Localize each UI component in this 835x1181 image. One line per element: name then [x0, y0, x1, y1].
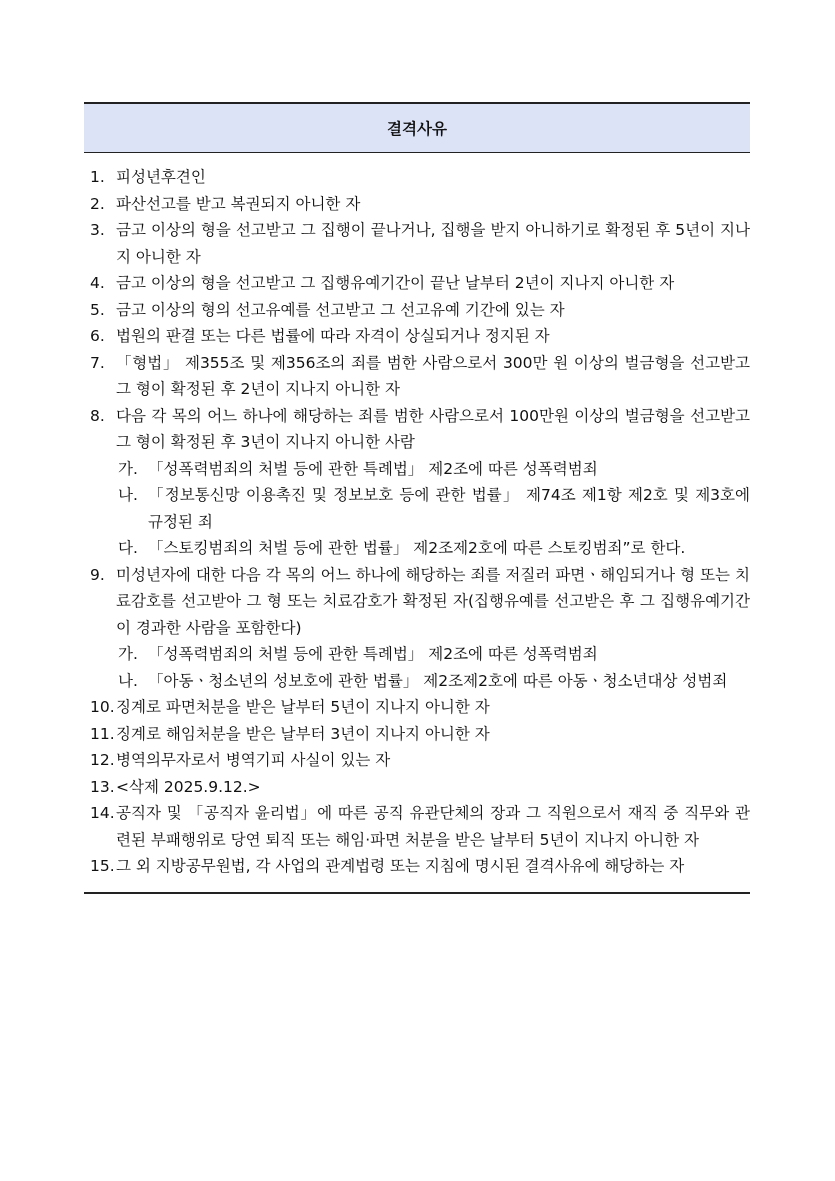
list-item: 12. 병역의무자로서 병역기피 사실이 있는 자 [90, 751, 391, 769]
list-item: 11. 징계로 해임처분을 받은 날부터 3년이 지나지 아니한 자 [90, 724, 490, 743]
sub-item: 가. 「성폭력범죄의 처벌 등에 관한 특례법」 제2조에 따른 성폭력범죄 [118, 645, 598, 663]
sub-item: 나. 「정보통신망 이용촉진 및 정보보호 등에 관한 법률」 제74조 제1항 제2호 및 제3호에 규정된 죄 [118, 486, 750, 531]
sub-item: 다. 「스토킹범죄의 처벌 등에 관한 법률」 제2조제2호에 따른 스토킹범죄”로 한다. [118, 539, 686, 557]
table-header [84, 102, 750, 153]
list-item: 9. 미성년자에 대한 다음 각 목의 어느 하나에 해당하는 죄를 저질러 파면ㆍ해임되거나 형 또는 치료감호를 선고받아 그 형 또는 치료감호가 확정된 자(집행유예를 선고받은 후 그 집행유예기간이 경과한 사람을 포함한다) [90, 565, 750, 637]
sub-item: 나. 「아동ㆍ청소년의 성보호에 관한 법률」 제2조제2호에 따른 아동ㆍ청소년대상 성범죄 [118, 671, 728, 690]
list-item: 10. 징계로 파면처분을 받은 날부터 5년이 지나지 아니한 자 [90, 698, 490, 716]
list-item: 1. 피성년후견인 [90, 168, 206, 186]
list-item: 4. 금고 이상의 형을 선고받고 그 집행유예기간이 끝난 날부터 2년이 지나지 아니한 자 [90, 274, 675, 292]
list-item: 15. 그 외 지방공무원법, 각 사업의 관계법령 또는 지침에 명시된 결격사유에 해당하는 자 [90, 857, 685, 875]
list-item: 5. 금고 이상의 형의 선고유예를 선고받고 그 선고유예 기간에 있는 자 [90, 300, 565, 319]
list-item: 14. 공직자 및 「공직자 윤리법」에 따른 공직 유관단체의 장과 그 직원으로서 재직 중 직무와 관련된 부패행위로 당연 퇴직 또는 해임·파면 처분을 받은 날부터 5년이 지나지 아니한 자 [90, 804, 750, 849]
sub-item: 가. 「성폭력범죄의 처벌 등에 관한 특례법」 제2조에 따른 성폭력범죄 [118, 459, 598, 478]
list-item: 3. 금고 이상의 형을 선고받고 그 집행이 끝나거나, 집행을 받지 아니하기로 확정된 후 5년이 지나지 아니한 자 [90, 221, 750, 266]
list-item: 8. 다음 각 목의 어느 하나에 해당하는 죄를 범한 사람으로서 100만원 이상의 벌금형을 선고받고 그 형이 확정된 후 3년이 지나지 아니한 사람 [90, 406, 750, 451]
disqualification-list [84, 153, 750, 894]
disqualification-box [84, 102, 750, 894]
header-title: 결격사유 [387, 120, 447, 138]
list-item: 13. <삭제 2025.9.12.> [90, 777, 261, 796]
list-item: 7. 「형법」 제355조 및 제356조의 죄를 범한 사람으로서 300만 원 이상의 벌금형을 선고받고 그 형이 확정된 후 2년이 지나지 아니한 자 [90, 353, 750, 398]
list-item: 6. 법원의 판결 또는 다른 법률에 따라 자격이 상실되거나 정지된 자 [90, 327, 550, 345]
list-item: 2. 파산선고를 받고 복권되지 아니한 자 [90, 194, 361, 213]
